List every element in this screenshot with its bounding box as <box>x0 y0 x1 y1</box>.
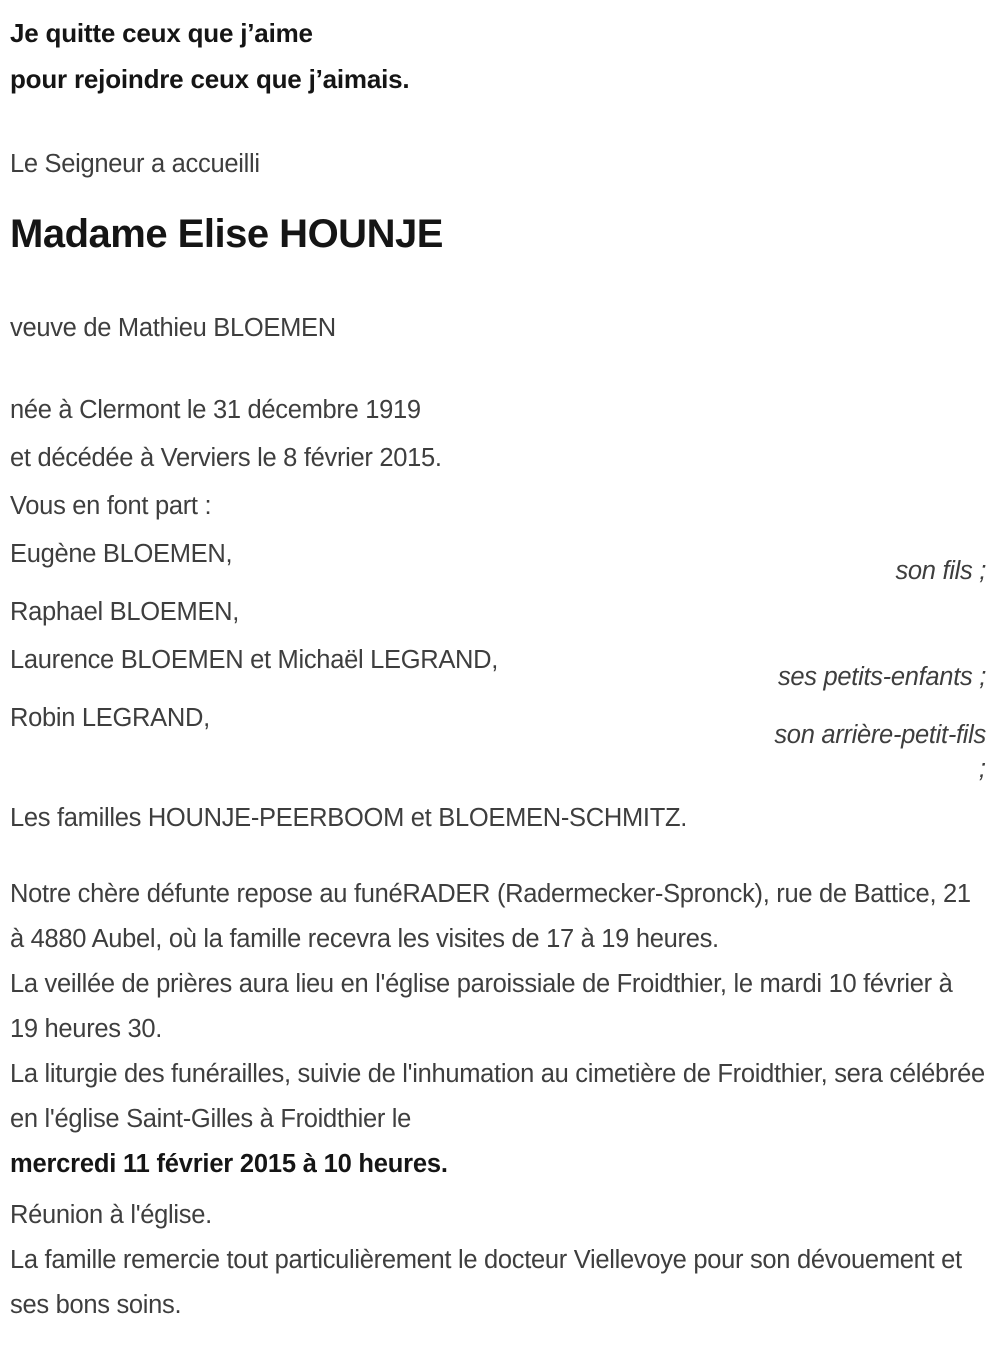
mourner-name: Eugène BLOEMEN, <box>10 540 233 568</box>
mourner-role-suffix: ; <box>978 755 986 783</box>
families-line: Les familles HOUNJE-PEERBOOM et BLOEMEN-SCHMITZ. <box>10 804 688 832</box>
thanks-paragraph: La famille remercie tout particulièrement le docteur Viellevoye pour son dévouement et ses bons soins. <box>10 1246 962 1319</box>
epitaph-line-1: Je quitte ceux que j’aime <box>10 18 313 48</box>
mourner-role: ses petits-enfants ; <box>777 663 986 691</box>
repose-paragraph: Notre chère défunte repose au funéRADER (Radermecker-Spronck), rue de Battice, 21 à 4880 Aubel, où la famille recevra les visites de 17 à 19 heures. <box>10 880 971 953</box>
mourner-role: son fils ; <box>895 557 986 585</box>
deceased-relation: veuve de Mathieu BLOEMEN <box>10 314 336 342</box>
mourner-name: Laurence BLOEMEN et Michaël LEGRAND, <box>10 646 499 674</box>
deceased-name: Madame Elise HOUNJE <box>10 212 443 256</box>
mourners-list <box>10 530 986 786</box>
intro-line: Le Seigneur a accueilli <box>10 150 260 178</box>
meeting-line: Réunion à l'église. <box>10 1201 212 1229</box>
mourner-name: Robin LEGRAND, <box>10 704 210 732</box>
funeral-date: mercredi 11 février 2015 à 10 heures. <box>10 1150 448 1178</box>
mourner-role: son arrière-petit-fils <box>774 721 986 749</box>
death-line: et décédée à Verviers le 8 février 2015. <box>10 444 442 472</box>
wake-paragraph: La veillée de prières aura lieu en l'église paroissiale de Froidthier, le mardi 10 février à 19 heures 30. <box>10 970 953 1043</box>
mourner-name: Raphael BLOEMEN, <box>10 598 240 626</box>
epitaph-line-2: pour rejoindre ceux que j’aimais. <box>10 64 410 94</box>
announcement-line: Vous en font part : <box>10 492 212 520</box>
birth-line: née à Clermont le 31 décembre 1919 <box>10 396 421 424</box>
funeral-paragraph: La liturgie des funérailles, suivie de l'inhumation au cimetière de Froidthier, sera célébrée en l'église Saint-Gilles à Froidthier le <box>10 1060 985 1133</box>
